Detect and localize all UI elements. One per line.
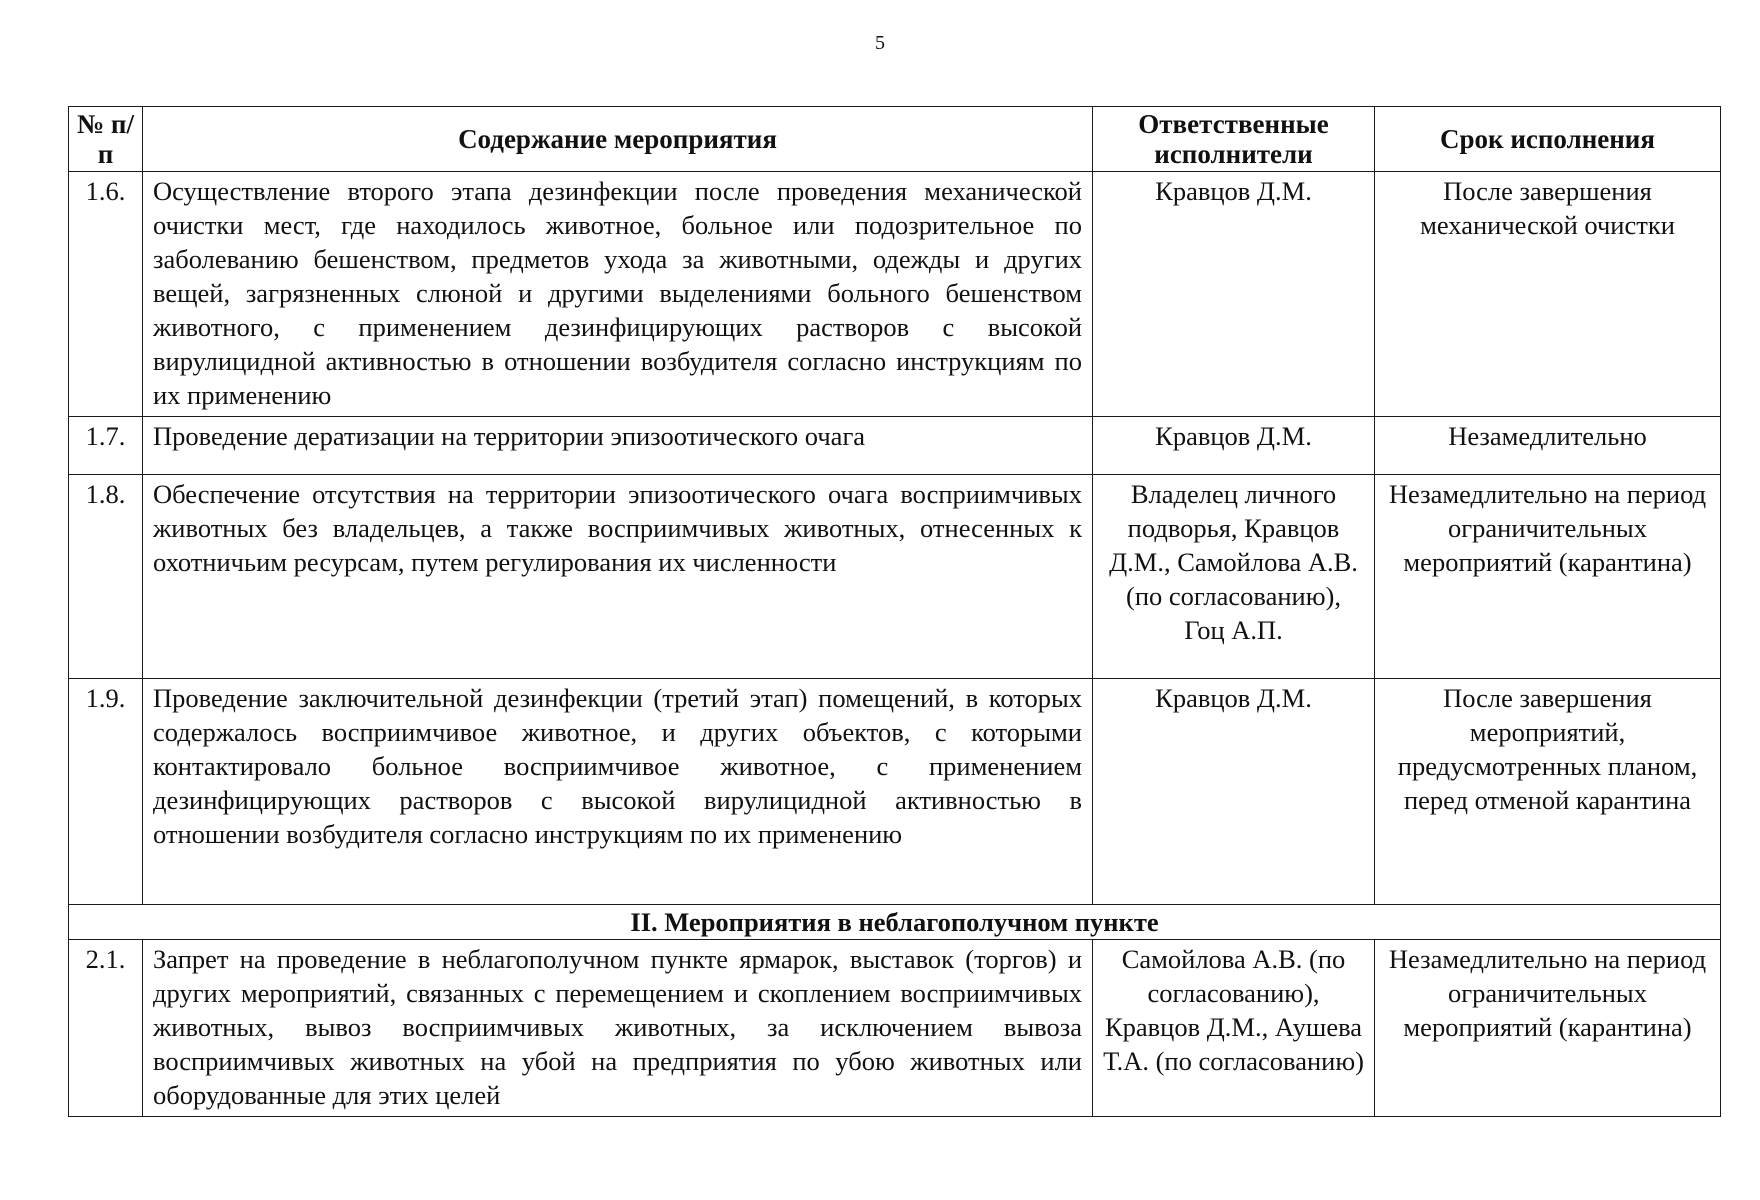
- header-content: Содержание мероприятия: [143, 107, 1093, 172]
- row-number: 1.6.: [69, 172, 143, 417]
- row-responsible: Самойлова А.В. (по согласованию), Кравцов Д.М., Аушева Т.А. (по согласованию): [1093, 940, 1375, 1117]
- row-number: 1.8.: [69, 475, 143, 679]
- table-row: [69, 940, 1721, 1117]
- row-deadline: Незамедлительно: [1375, 417, 1721, 475]
- header-responsible: Ответственные исполнители: [1093, 107, 1375, 172]
- row-number: 1.7.: [69, 417, 143, 475]
- row-deadline: Незамедлительно на период ограничительных мероприятий (карантина): [1375, 940, 1721, 1117]
- row-responsible: Кравцов Д.М.: [1093, 172, 1375, 417]
- page-number: 5: [875, 32, 885, 54]
- table-row: [69, 475, 1721, 679]
- row-number: 2.1.: [69, 940, 143, 1117]
- row-deadline: Незамедлительно на период ограничительных мероприятий (карантина): [1375, 475, 1721, 679]
- header-number: № п/п: [69, 107, 143, 172]
- table-row: [69, 172, 1721, 417]
- row-content: Осуществление второго этапа дезинфекции после проведения механической очистки мест, где находилось животное, больное или подозрительное по заболеванию бешенством, предметов ухода за животными, одежды и других вещей, загрязненных слюной и другими выделениями больного бешенством животного, с применением дезинфицирующих растворов с высокой вирулицидной активностью в отношении возбудителя согласно инструкциям по их применению: [143, 172, 1093, 417]
- row-content: Проведение дератизации на территории эпизоотического очага: [143, 417, 1093, 475]
- section-header-row: [69, 905, 1721, 940]
- row-content: Обеспечение отсутствия на территории эпизоотического очага восприимчивых животных без владельцев, а также восприимчивых животных, отнесенных к охотничьим ресурсам, путем регулирования их численности: [143, 475, 1093, 679]
- row-responsible: Кравцов Д.М.: [1093, 417, 1375, 475]
- header-deadline: Срок исполнения: [1375, 107, 1721, 172]
- measures-table: [68, 106, 1721, 1117]
- row-number: 1.9.: [69, 679, 143, 905]
- row-deadline: После завершения механической очистки: [1375, 172, 1721, 417]
- row-content: Проведение заключительной дезинфекции (третий этап) помещений, в которых содержалось восприимчивое животное, и других объектов, с которыми контактировало больное восприимчивое животное, с применением дезинфицирующих растворов с высокой вирулицидной активностью в отношении возбудителя согласно инструкциям по их применению: [143, 679, 1093, 905]
- section-title: II. Мероприятия в неблагополучном пункте: [69, 905, 1721, 940]
- table-row: [69, 679, 1721, 905]
- table-header-row: [69, 107, 1721, 172]
- row-responsible: Владелец личного подворья, Кравцов Д.М., Самойлова А.В. (по согласованию), Гоц А.П.: [1093, 475, 1375, 679]
- table-row: [69, 417, 1721, 475]
- row-responsible: Кравцов Д.М.: [1093, 679, 1375, 905]
- row-content: Запрет на проведение в неблагополучном пункте ярмарок, выставок (торгов) и других мероприятий, связанных с перемещением и скоплением восприимчивых животных, вывоз восприимчивых животных, за исключением вывоза восприимчивых животных на убой на предприятия по убою животных или оборудованные для этих целей: [143, 940, 1093, 1117]
- row-deadline: После завершения мероприятий, предусмотренных планом, перед отменой карантина: [1375, 679, 1721, 905]
